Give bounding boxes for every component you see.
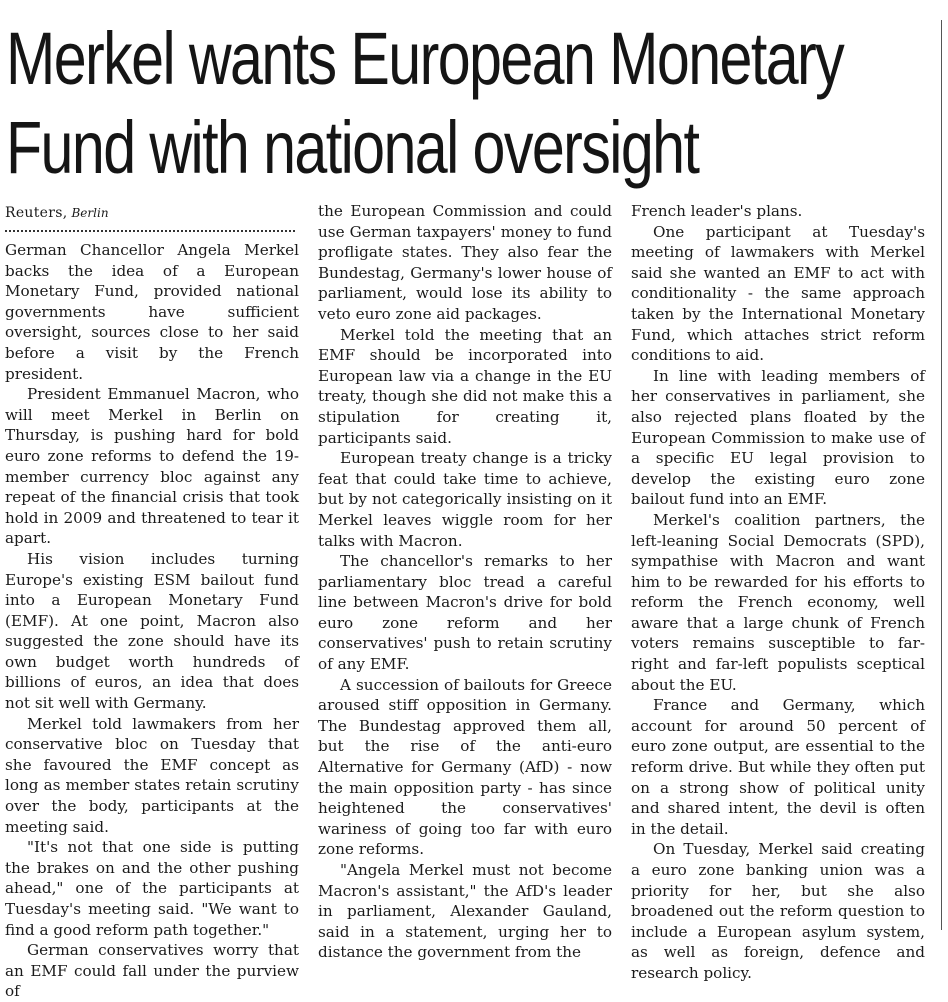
byline-agency: Reuters, xyxy=(5,205,68,221)
paragraph: "It's not that one side is putting the brakes on and the other pushing ahead," one of the participants at Tuesday's meeting said. "We want to find a good reform path together." xyxy=(5,838,299,939)
column-rule xyxy=(941,20,942,930)
paragraph: A succession of bailouts for Greece aroused stiff opposition in Germany. The Bundestag approved them all, but the rise of the anti-euro Alternative for Germany (AfD) - now the main opposition party - has since heightened the conservatives' wariness of going too far with euro zone reforms. xyxy=(318,675,612,859)
byline xyxy=(5,201,299,224)
dotted-divider xyxy=(5,224,295,232)
paragraph: German conservatives worry that an EMF could fall under the purview of xyxy=(5,941,299,1001)
paragraph: France and Germany, which account for around 50 percent of euro zone output, are essential to the reform drive. But while they often put on a strong show of political unity and shared intent, the devil is often in the detail. xyxy=(631,696,925,838)
paragraph: "Angela Merkel must not become Macron's assistant," the AfD's leader in parliament, Alexander Gauland, said in a statement, urging her to distance the government from the xyxy=(318,861,612,962)
article-column-3 xyxy=(631,201,925,984)
paragraph: One participant at Tuesday's meeting of lawmakers with Merkel said she wanted an EMF to act with conditionality - the same approach taken by the International Monetary Fund, which attaches strict reform conditions to aid. xyxy=(631,222,925,365)
paragraph: In line with leading members of her conservatives in parliament, she also rejected plans floated by the European Commission to make use of a specific EU legal provision to develop the existing euro zone bailout fund into an EMF. xyxy=(631,366,925,509)
paragraph: Merkel's coalition partners, the left-leaning Social Democrats (SPD), sympathise with Macron and want him to be rewarded for his efforts to reform the French economy, well aware that a large chunk of French voters remains susceptible to far-right and far-left populists sceptical about the EU. xyxy=(631,510,925,694)
paragraph: The chancellor's remarks to her parliamentary bloc tread a careful line between Macron's drive for bold euro zone reform and her conservatives' push to retain scrutiny of any EMF. xyxy=(318,552,612,674)
paragraph: Merkel told the meeting that an EMF should be incorporated into European law via a change in the EU treaty, though she did not make this a stipulation for creating it, participants said. xyxy=(318,325,612,447)
headline: Merkel wants European Monetary Fund with national oversight xyxy=(6,17,844,189)
paragraph: Merkel told lawmakers from her conservative bloc on Tuesday that she favoured the EMF concept as long as member states retain scrutiny over the body, participants at the meeting said. xyxy=(5,714,299,836)
paragraph: German Chancellor Angela Merkel backs the idea of a European Monetary Fund, provided national governments have sufficient oversight, sources close to her said before a visit by the French president. xyxy=(5,241,299,383)
paragraph: European treaty change is a tricky feat that could take time to achieve, but by not categorically insisting on it Merkel leaves wiggle room for her talks with Macron. xyxy=(318,449,612,550)
paragraph: the European Commission and could use German taxpayers' money to fund profligate states. They also fear the Bundestag, Germany's lower house of parliament, would lose its ability to veto euro zone aid packages. xyxy=(318,202,612,323)
paragraph: President Emmanuel Macron, who will meet Merkel in Berlin on Thursday, is pushing hard for bold euro zone reforms to defend the 19-member currency bloc against any repeat of the financial crisis that took hold in 2009 and threatened to tear it apart. xyxy=(5,385,299,548)
byline-city: Berlin xyxy=(71,206,109,220)
paragraph: French leader's plans. xyxy=(631,202,803,220)
paragraph: On Tuesday, Merkel said creating a euro zone banking union was a priority for her, but she also broadened out the reform question to include a European asylum system, as well as foreign, defence and research policy. xyxy=(631,840,925,982)
paragraph: His vision includes turning Europe's existing ESM bailout fund into a European Monetary Fund (EMF). At one point, Macron also suggested the zone should have its own budget worth hundreds of billions of euros, an idea that does not sit well with Germany. xyxy=(5,549,299,713)
article-column-1 xyxy=(5,201,299,1002)
article-column-2 xyxy=(318,201,612,963)
